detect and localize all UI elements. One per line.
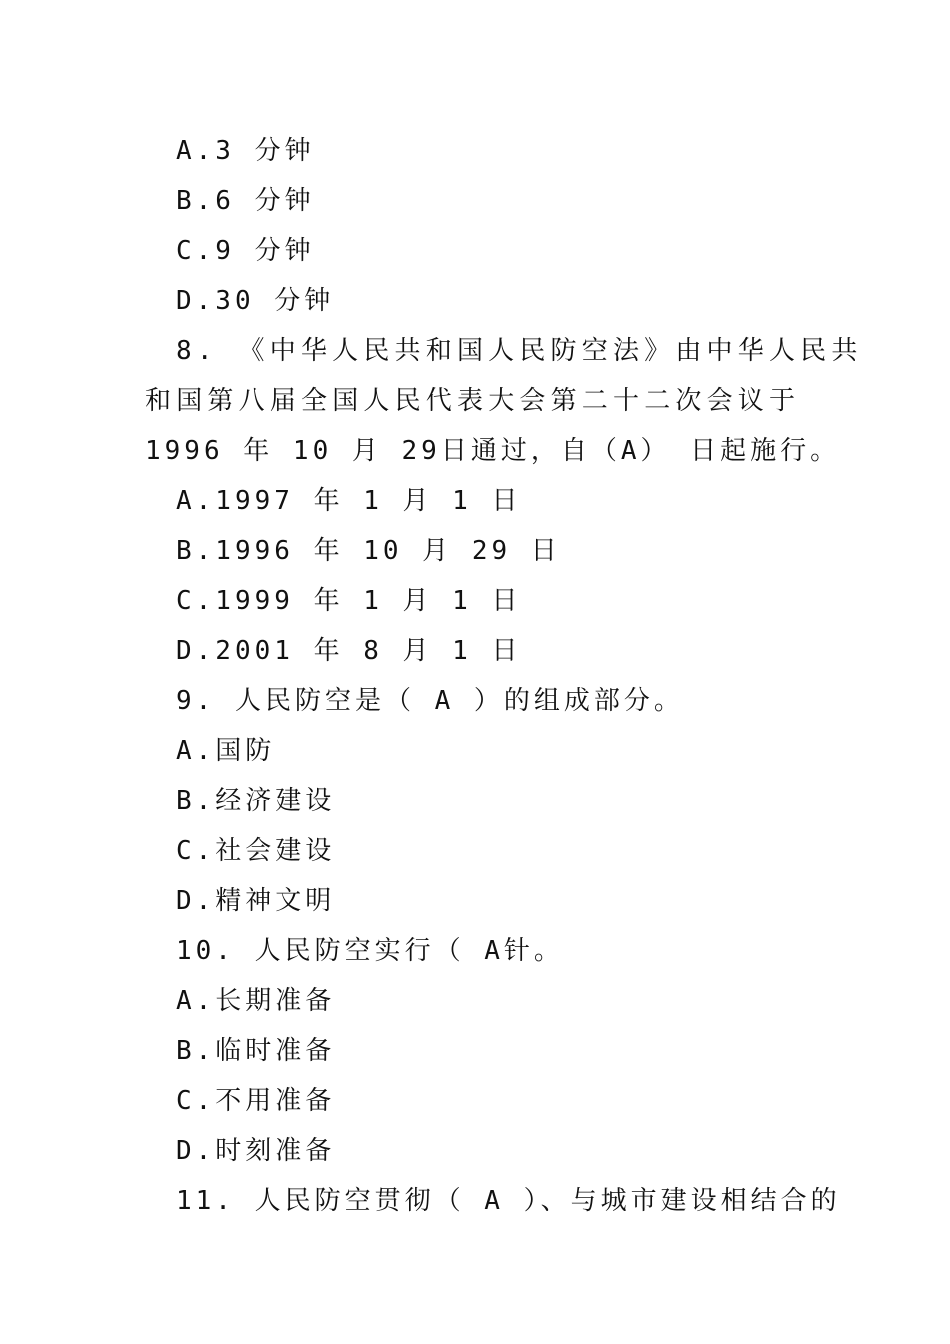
- option-text: D.30 分钟: [176, 286, 335, 316]
- question-text: 8. 《中华人民共和国人民防空法》由中华人民共: [176, 336, 863, 366]
- option-text: C.1999 年 1 月 1 日: [176, 586, 522, 616]
- option-text: B.临时准备: [176, 1036, 336, 1066]
- option-text: B.1996 年 10 月 29 日: [176, 536, 561, 566]
- question-text: 1996 年 10 月 29日通过，自（A） 日起施行。: [145, 436, 841, 466]
- option-text: D.2001 年 8 月 1 日: [176, 636, 522, 666]
- option-text: C.不用准备: [176, 1086, 336, 1116]
- option-text: A.3 分钟: [176, 136, 315, 166]
- option-text: D.时刻准备: [176, 1136, 336, 1166]
- option-text: B.6 分钟: [176, 186, 315, 216]
- question-text: 11. 人民防空贯彻（ A ）、与城市建设相结合的: [176, 1186, 841, 1216]
- option-text: C.9 分钟: [176, 236, 315, 266]
- option-text: A.1997 年 1 月 1 日: [176, 486, 522, 516]
- option-text: A.长期准备: [176, 986, 336, 1016]
- option-text: B.经济建设: [176, 786, 336, 816]
- question-text: 10. 人民防空实行（ A针。: [176, 936, 564, 966]
- question-text: 9. 人民防空是（ A ）的组成部分。: [176, 686, 684, 716]
- option-text: C.社会建设: [176, 836, 336, 866]
- question-text: 和国第八届全国人民代表大会第二十二次会议于: [145, 386, 801, 416]
- option-text: D.精神文明: [176, 886, 336, 916]
- option-text: A.国防: [176, 736, 276, 766]
